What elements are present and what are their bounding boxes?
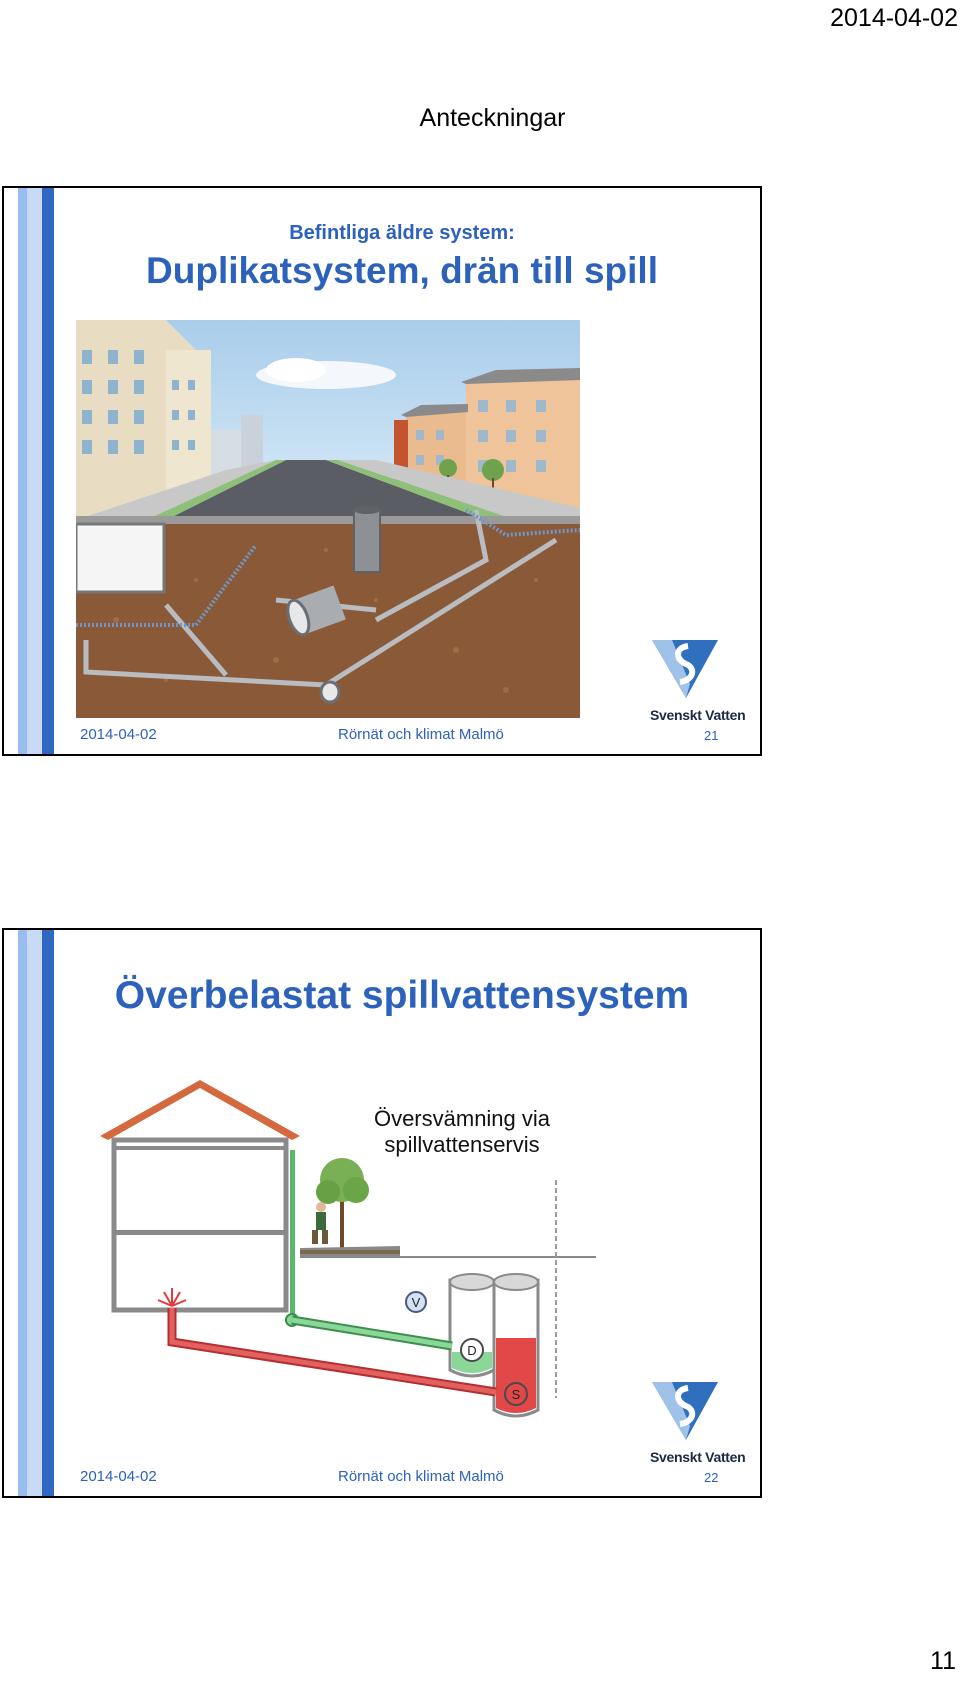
- logo-text: Svenskt Vatten: [650, 707, 746, 723]
- slide-number: 22: [704, 1470, 719, 1485]
- label-s: S: [511, 1387, 521, 1402]
- slide-footer-date: 2014-04-02: [80, 726, 157, 743]
- slide-title: Överbelastat spillvattensystem: [114, 974, 690, 1017]
- slide-number: 21: [704, 728, 719, 743]
- slide-footer-date: 2014-04-02: [80, 1468, 157, 1485]
- label-d: D: [467, 1343, 477, 1358]
- svenskt-vatten-logo-icon: [650, 1380, 720, 1442]
- slide-subtitle: Befintliga äldre system:: [289, 222, 515, 244]
- slide-stripe: [27, 188, 42, 754]
- slide-footer-title: Rörnät och klimat Malmö: [338, 726, 504, 743]
- slide-22: [2, 928, 762, 1498]
- svenskt-vatten-logo: [650, 1380, 758, 1465]
- caption-line-2: spillvattenservis: [384, 1132, 540, 1157]
- slide-stripe: [18, 188, 27, 754]
- slide-21: [2, 186, 762, 756]
- svenskt-vatten-logo-icon: [650, 638, 720, 700]
- slide-stripe: [27, 930, 42, 1496]
- page-heading: Anteckningar: [419, 104, 566, 132]
- slide-stripe: [18, 930, 27, 1496]
- slide-title: Duplikatsystem, drän till spill: [146, 250, 658, 291]
- label-v: V: [411, 1295, 421, 1310]
- caption-line-1: Översvämning via: [373, 1106, 551, 1131]
- street-sewer-illustration: [76, 320, 580, 718]
- page-date: 2014-04-02: [830, 4, 958, 32]
- illustration-caption: [342, 1106, 582, 1158]
- slide-stripe: [42, 188, 54, 754]
- svenskt-vatten-logo: [650, 638, 758, 723]
- logo-text: Svenskt Vatten: [650, 1449, 746, 1465]
- slide-footer-title: Rörnät och klimat Malmö: [338, 1468, 504, 1485]
- slide-stripe: [42, 930, 54, 1496]
- page-number: 11: [930, 1647, 956, 1675]
